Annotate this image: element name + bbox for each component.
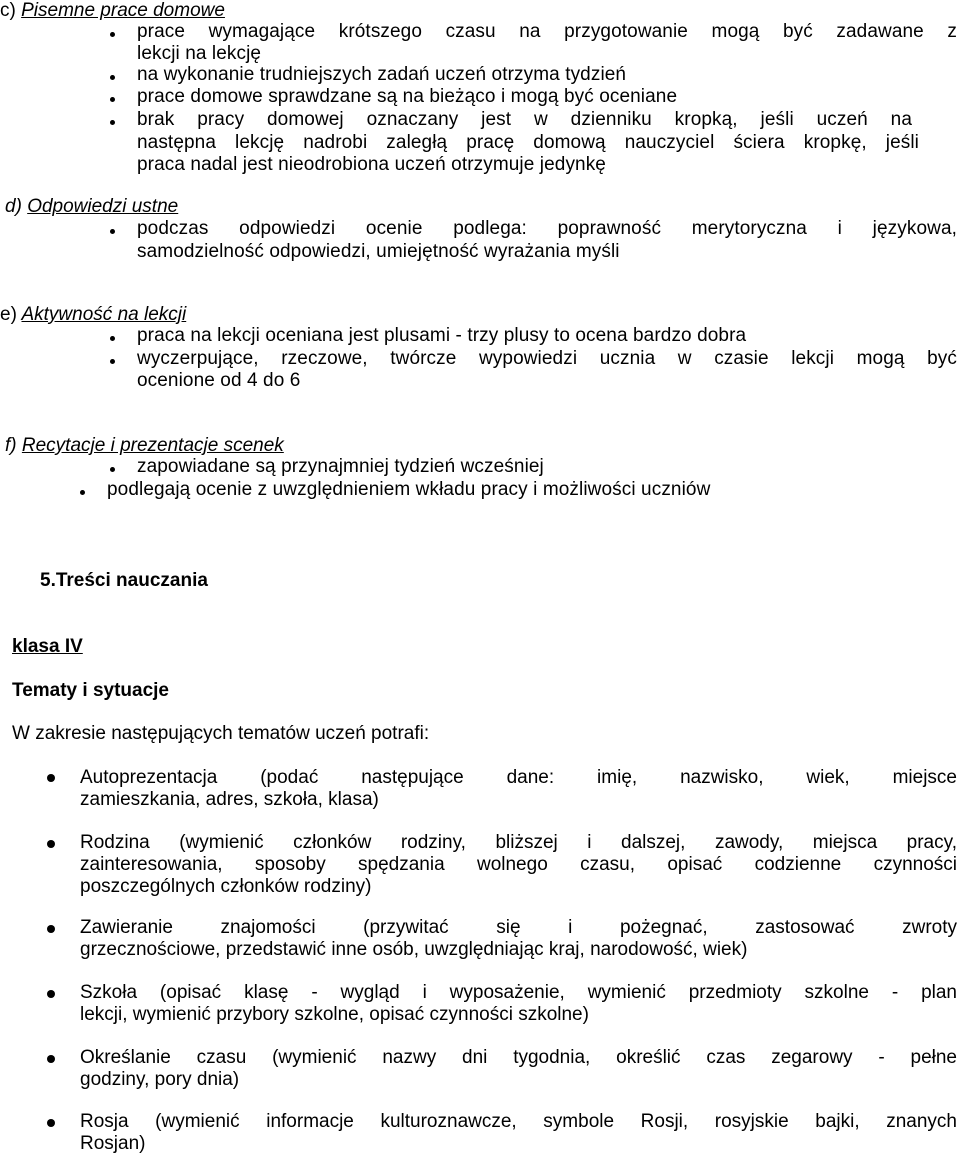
bullet-icon [47, 1055, 55, 1063]
section-title: Recytacje i prezentacje scenek [21, 435, 284, 456]
topic-line: godziny, pory dnia) [80, 1069, 240, 1090]
bullet-icon [110, 97, 115, 102]
list-item-line: prace domowe sprawdzane są na bieżąco i mogą być oceniane [137, 86, 678, 107]
list-item-line: praca na lekcji oceniana jest plusami - trzy plusy to ocena bardzo dobra [137, 325, 747, 346]
class-heading: klasa IV [12, 636, 83, 657]
list-item-line: na wykonanie trudniejszych zadań uczeń otrzyma tydzień [137, 64, 627, 85]
section-c-heading [0, 0, 225, 22]
topic-line: Rosjan) [80, 1133, 146, 1154]
bullet-icon [47, 925, 55, 933]
topic-line: Rosja (wymienić informacje kulturoznawcze, symbole Rosji, rosyjskie bajki, znanych [80, 1111, 957, 1132]
bullet-icon [110, 467, 115, 472]
bullet-icon [80, 490, 85, 495]
bullet-icon [110, 229, 115, 234]
bullet-icon [47, 840, 55, 848]
bullet-icon [47, 990, 55, 998]
bullet-icon [47, 774, 55, 782]
topic-line: zainteresowania, sposoby spędzania wolnego czasu, opisać codzienne czynności [80, 854, 957, 875]
topic-line: Określanie czasu (wymienić nazwy dni tygodnia, określić czas zegarowy - pełne [80, 1047, 957, 1068]
intro-text: W zakresie następujących tematów uczeń potrafi: [12, 723, 430, 744]
list-item-line: ocenione od 4 do 6 [137, 370, 301, 391]
list-item-line: podczas odpowiedzi ocenie podlega: poprawność merytoryczna i językowa, [137, 218, 957, 239]
topic-line: Szkoła (opisać klasę - wygląd i wyposażenie, wymienić przedmioty szkolne - plan [80, 982, 957, 1003]
section-f-heading [5, 435, 284, 457]
bullet-icon [47, 1119, 55, 1127]
bullet-icon [110, 359, 115, 364]
topic-line: lekcji, wymienić przybory szkolne, opisać czynności szkolne) [80, 1004, 589, 1025]
list-item-line: zapowiadane są przynajmniej tydzień wcześniej [137, 456, 544, 477]
list-item-line: samodzielność odpowiedzi, umiejętność wyrażania myśli [137, 241, 620, 262]
topic-line: Zawieranie znajomości (przywitać się i pożegnać, zastosować zwroty [80, 917, 957, 938]
topic-line: Rodzina (wymienić członków rodziny, bliższej i dalszej, zawody, miejsca pracy, [80, 832, 957, 853]
topics-heading: Tematy i sytuacje [12, 680, 170, 701]
section-letter: c) [0, 0, 16, 21]
topic-line: poszczególnych członków rodziny) [80, 876, 372, 897]
list-item-line: następna lekcję nadrobi zaległą pracę domową nauczyciel ściera kropkę, jeśli [137, 132, 919, 153]
chapter-heading: 5.Treści nauczania [40, 570, 208, 591]
list-item-line: brak pracy domowej oznaczany jest w dzienniku kropką, jeśli uczeń na [137, 109, 912, 130]
list-item-line: wyczerpujące, rzeczowe, twórcze wypowiedzi ucznia w czasie lekcji mogą być [137, 348, 957, 369]
section-title: Aktywność na lekcji [21, 304, 187, 325]
section-letter: f) [5, 435, 17, 456]
section-title: Pisemne prace domowe [21, 0, 225, 21]
topic-line: Autoprezentacja (podać następujące dane: imię, nazwisko, wiek, miejsce [80, 767, 957, 788]
topic-line: grzecznościowe, przedstawić inne osób, uwzględniając kraj, narodowość, wiek) [80, 939, 748, 960]
section-e-heading [0, 304, 186, 326]
list-item-line: prace wymagające krótszego czasu na przygotowanie mogą być zadawane z [137, 21, 957, 42]
section-letter: e) [0, 304, 17, 325]
topic-line: zamieszkania, adres, szkoła, klasa) [80, 789, 379, 810]
bullet-icon [110, 336, 115, 341]
bullet-icon [110, 32, 115, 37]
section-d-heading [5, 196, 178, 218]
bullet-icon [110, 120, 115, 125]
section-letter: d) [5, 196, 22, 217]
section-title: Odpowiedzi ustne [27, 196, 179, 217]
bullet-icon [110, 75, 115, 80]
list-item-line: praca nadal jest nieodrobiona uczeń otrzymuje jedynkę [137, 154, 606, 175]
list-item-line: lekcji na lekcję [137, 43, 262, 64]
list-item-line: podlegają ocenie z uwzględnieniem wkładu pracy i możliwości uczniów [107, 479, 711, 500]
